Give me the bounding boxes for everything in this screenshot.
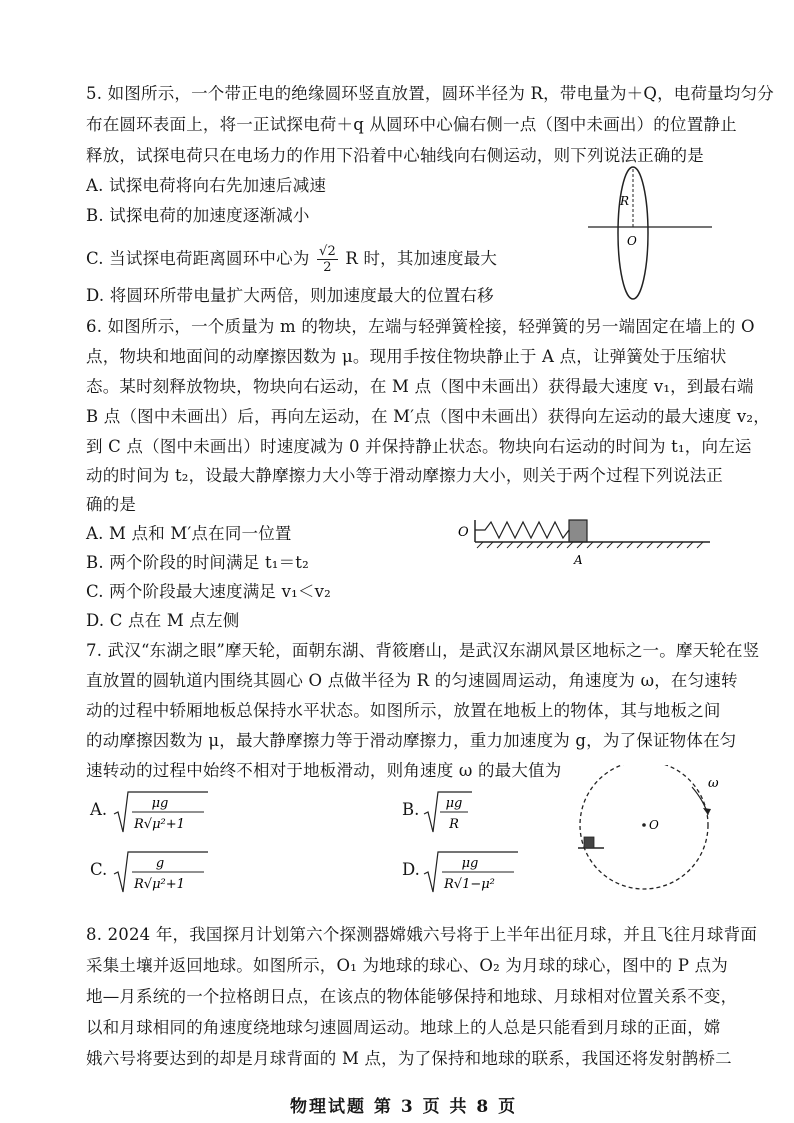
q5-option-c-suffix: R 时，其加速度最大	[345, 249, 498, 268]
q6-stem-line-6: 动的时间为 t₂，设最大静摩擦力大小等于滑动摩擦力大小，则关于两个过程下列说法正	[86, 466, 723, 485]
q8-stem-line-4: 以和月球相同的角速度绕地球匀速圆周运动。地球上的人总是只能看到月球的正面，嫦	[86, 1018, 721, 1037]
q7-option-c-den: R√μ²+1	[134, 877, 185, 892]
q7-option-a-label: A.	[90, 800, 108, 819]
q5-option-a: A. 试探电荷将向右先加速后减速	[86, 176, 327, 195]
q8-stem-line-1: 8. 2024 年，我国探月计划第六个探测器嫦娥六号将于上半年出征月球，并且飞往月球背面	[86, 925, 758, 944]
q5-label-r: R	[620, 194, 630, 208]
q7-orbit-circle	[580, 765, 708, 889]
q6-ground-hatch	[477, 542, 703, 548]
q7-option-c-formula	[112, 848, 212, 896]
q5-ring-figure	[580, 160, 720, 310]
q7-option-b-label: B.	[402, 800, 420, 819]
q7-rotation-arrowhead	[703, 808, 711, 815]
q7-option-a-formula	[112, 788, 212, 836]
q5-option-c-prefix: C. 当试探电荷距离圆环中心为	[86, 249, 310, 268]
q8-stem-line-5: 娥六号将要达到的却是月球背面的 M 点，为了保持和地球的联系，我国还将发射鹊桥二	[86, 1049, 732, 1068]
q6-stem-line-4: B 点（图中未画出）后，再向左运动，在 M′点（图中未画出）获得向左运动的最大速度 v₂，	[86, 407, 770, 426]
q7-option-c-num: g	[155, 856, 165, 871]
q6-stem-line-7: 确的是	[86, 495, 137, 514]
page-footer: 物理试题 第 3 页 共 8 页	[290, 1097, 518, 1117]
q6-option-d: D. C 点在 M 点左侧	[86, 611, 240, 630]
q5-option-b: B. 试探电荷的加速度逐渐减小	[86, 206, 310, 225]
q6-stem-line-5: 到 C 点（图中未画出）时速度减为 0 并保持静止状态。物块向右运动的时间为 t₁，向左运	[86, 437, 752, 456]
q7-option-b-num: μg	[445, 796, 463, 811]
q5-stem-line-3: 释放，试探电荷只在电场力的作用下沿着中心轴线向右侧运动，则下列说法正确的是	[86, 146, 704, 165]
q5-label-o: O	[627, 234, 637, 248]
q5-option-d: D. 将圆环所带电量扩大两倍，则加速度最大的位置右移	[86, 286, 494, 305]
q7-stem-line-5: 速转动的过程中始终不相对于地板滑动，则角速度 ω 的最大值为	[86, 761, 562, 780]
q6-spring	[475, 522, 569, 538]
q5-option-c-fraction	[317, 244, 338, 275]
q6-option-b: B. 两个阶段的时间满足 t₁＝t₂	[86, 553, 309, 572]
q7-stem-line-1: 7. 武汉“东湖之眼”摩天轮，面朝东湖、背筱磨山，是武汉东湖风景区地标之一。摩天轮在竖	[86, 641, 760, 660]
q7-option-d-den: R√1−μ²	[444, 877, 495, 892]
q7-object	[584, 837, 594, 848]
q6-stem-line-3: 态。某时刻释放物块，物块向右运动，在 M 点（图中未画出）获得最大速度 v₁，到最右端	[86, 377, 754, 396]
q5-option-c-frac-den: 2	[323, 260, 332, 275]
q5-stem-line-2: 布在圆环表面上，将一正试探电荷＋q 从圆环中心偏右侧一点（图中未画出）的位置静止	[86, 115, 737, 134]
q7-option-d-label: D.	[402, 860, 420, 879]
q7-stem-line-4: 的动摩擦因数为 μ，最大静摩擦力等于滑动摩擦力，重力加速度为 g，为了保证物体在匀	[86, 731, 737, 750]
q6-option-c: C. 两个阶段最大速度满足 v₁＜v₂	[86, 582, 331, 601]
q6-label-o: O	[458, 525, 469, 540]
q7-label-o: O	[649, 818, 659, 832]
q7-option-b-formula	[422, 788, 482, 836]
q7-option-a-num: μg	[151, 796, 169, 811]
q5-option-c	[86, 244, 497, 275]
q5-stem-line-1: 5. 如图所示，一个带正电的绝缘圆环竖直放置，圆环半径为 R，带电量为＋Q，电荷量均匀分	[86, 84, 774, 103]
q7-stem-line-2: 直放置的圆轨道内围绕其圆心 O 点做半径为 R 的匀速圆周运动，角速度为 ω，在匀速转	[86, 671, 738, 690]
q7-option-b-den: R	[449, 817, 459, 832]
q8-stem-line-2: 采集土壤并返回地球。如图所示，O₁ 为地球的球心、O₂ 为月球的球心，图中的 P 点为	[86, 956, 728, 975]
q7-option-c-label: C.	[90, 860, 108, 879]
q7-option-d-num: μg	[461, 856, 479, 871]
q5-option-c-frac-num: √2	[318, 244, 336, 259]
q6-label-a: A	[574, 553, 583, 567]
q7-center-dot	[642, 823, 646, 827]
q8-stem-line-3: 地—月系统的一个拉格朗日点，在该点的物体能够保持和地球、月球相对位置关系不变，	[86, 987, 738, 1006]
q6-stem-line-2: 点，物块和地面间的动摩擦因数为 μ。现用手按住物块静止于 A 点，让弹簧处于压缩状	[86, 347, 727, 366]
q6-stem-line-1: 6. 如图所示，一个质量为 m 的物块，左端与轻弹簧栓接，轻弹簧的另一端固定在墙上的 O	[86, 317, 755, 336]
q7-stem-line-3: 动的过程中轿厢地板总保持水平状态。如图所示，放置在地板上的物体，其与地板之间	[86, 701, 721, 720]
q7-label-omega: ω	[708, 776, 719, 791]
q7-option-a-den: R√μ²+1	[134, 817, 185, 832]
q7-option-d-formula	[422, 848, 522, 896]
q6-block	[569, 520, 587, 542]
q6-option-a: A. M 点和 M′点在同一位置	[86, 524, 292, 543]
q6-spring-figure	[455, 508, 715, 568]
q7-wheel-figure	[572, 765, 732, 915]
